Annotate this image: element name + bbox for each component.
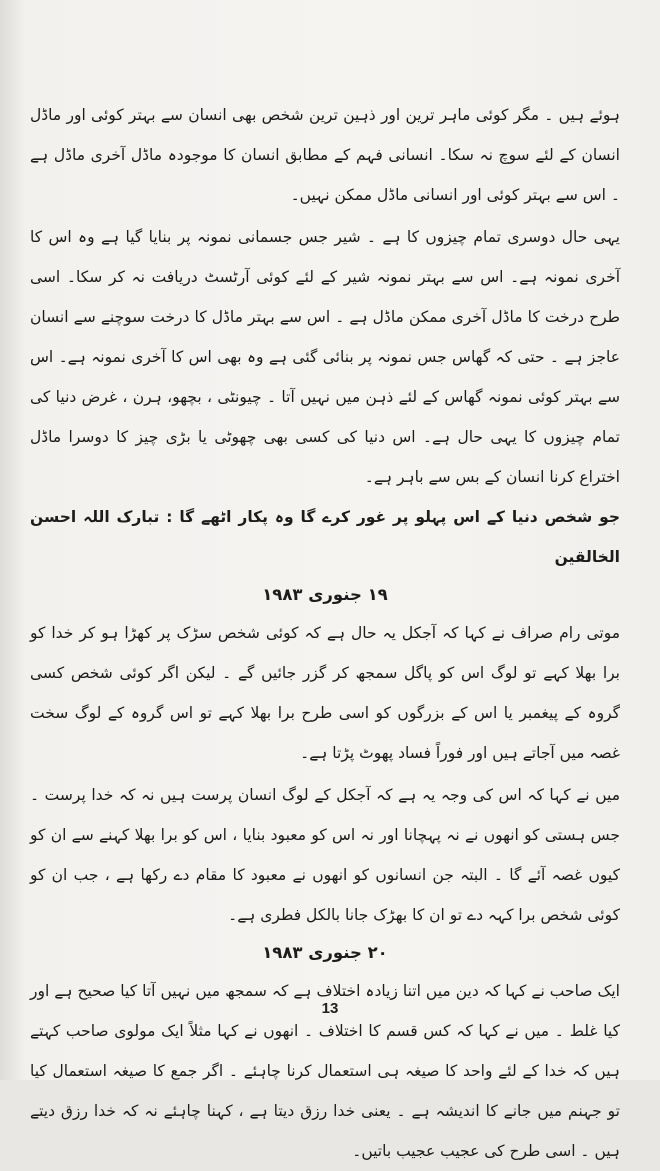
date-heading-20-january: ۲۰ جنوری ۱۹۸۳ — [262, 943, 388, 962]
paragraph-moti-ram: موتی رام صراف نے کہا کہ آجکل یہ حال ہے کہ کوئی شخص سڑک پر کھڑا ہو کر خدا کو برا بھلا کہے تو لوگ اس کو پاگل سمجھ کر گزر جائیں گے ۔ لیکن اگر کوئی شخص کسی گروہ کے پیغمبر یا اس کے بزرگوں کو اسی طرح برا بھلا کہے تو اس گروہ کے لوگ سخت غصہ میں آجاتے ہیں اور فوراً فساد پھوٹ پڑتا ہے۔ — [30, 624, 620, 762]
date-heading-19-january: ۱۹ جنوری ۱۹۸۳ — [262, 585, 388, 604]
paragraph-religious-difference: ایک صاحب نے کہا کہ دین میں اتنا زیادہ اختلاف ہے کہ سمجھ میں نہیں آتا کیا صحیح ہے اور کیا غلط ۔ میں نے کہا کہ کس قسم کا اختلاف ۔ انھوں نے کہا مثلاً ایک مولوی صاحب کہتے ہیں کہ خدا کے لئے واحد کا صیغہ ہی استعمال کرنا چاہئے ۔ اگر جمع کا صیغہ استعمال کیا تو جہنم میں جانے کا اندیشہ ہے ۔ یعنی خدا رزق دیتا ہے ، کہنا چاہئے نہ کہ خدا رزق دیتے ہیں ۔ اسی طرح کی عجیب عجیب باتیں۔ — [30, 982, 620, 1160]
paragraph-reply: میں نے کہا کہ اس کی وجہ یہ ہے کہ آجکل کے لوگ انسان پرست ہیں نہ کہ خدا پرست ۔ جس ہستی کو انھوں نے نہ پہچانا اور نہ اس کو معبود بنایا ، اس کو برا بھلا کہنے سے ان کو کیوں غصہ آئے گا ۔ البتہ جن انسانوں کو انھوں نے معبود کا مقام دے رکھا ہے ، جب ان کو کوئی شخص برا کہہ دے تو ان کا بھڑک جانا بالکل فطری ہے۔ — [30, 786, 620, 924]
paragraph-human-model: ہوئے ہیں ۔ مگر کوئی ماہر ترین اور ذہین ترین شخص بھی انسان سے بہتر کوئی اور ماڈل انسان کے لئے سوچ نہ سکا۔ انسانی فہم کے مطابق انسان کا موجودہ ماڈل آخری ماڈل ہے ۔ اس سے بہتر کوئی اور انسانی ماڈل ممکن نہیں۔ — [30, 106, 620, 204]
paragraph-other-things: یہی حال دوسری تمام چیزوں کا ہے ۔ شیر جس جسمانی نمونہ پر بنایا گیا ہے وہ اس کا آخری نمونہ ہے۔ اس سے بہتر نمونہ شیر کے لئے کوئی آرٹسٹ دریافت نہ کر سکا۔ اسی طرح درخت کا ماڈل آخری ممکن ماڈل ہے ۔ اس سے بہتر ماڈل کا درخت سوچنے سے انسان عاجز ہے ۔ حتی کہ گھاس جس نمونہ پر بنائی گئی ہے وہ بھی اس کا آخری نمونہ ہے۔ اس سے بہتر کوئی نمونہ گھاس کے لئے ذہن میں نہیں آتا ۔ چیونٹی ، بچھو، ہرن ، غرض دنیا کی تمام چیزوں کا یہی حال ہے۔ اس دنیا کی کسی بھی چھوٹی یا بڑی چیز کا دوسرا ماڈل اختراع کرنا انسان کے بس سے باہر ہے۔ — [30, 228, 620, 486]
closing-line-quran: جو شخص دنیا کے اس پہلو پر غور کرے گا وہ پکار اٹھے گا : تبارک اللہ احسن الخالقین — [30, 508, 620, 566]
page-number: 13 — [321, 1000, 339, 1017]
